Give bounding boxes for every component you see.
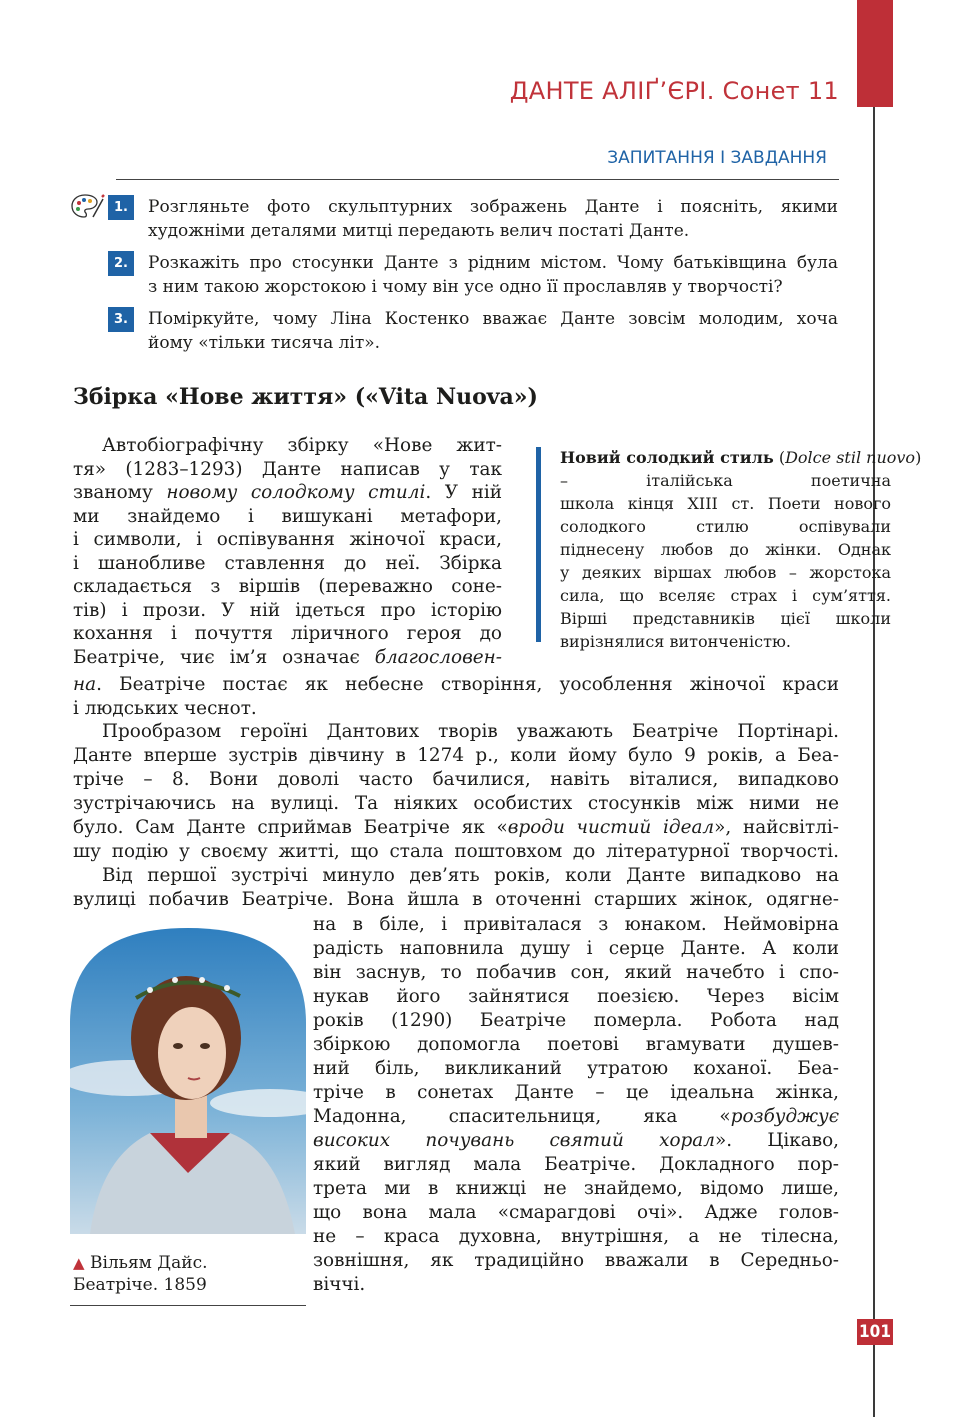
question-number-2: 2. bbox=[108, 251, 134, 276]
body-line: ми знайдемо і вишукані метафори, bbox=[73, 506, 502, 527]
sidebar-line: солодкого стилю оспівували bbox=[560, 517, 891, 536]
body-line: і символи, і оспівування жіночої краси, bbox=[73, 529, 502, 550]
sidebar-line: Вірші представників цієї школи bbox=[560, 609, 891, 628]
body-line: на в біле, і привіталася з юнаком. Неймовірна bbox=[313, 914, 839, 935]
sidebar-line: Новий солодкий стиль (Dolce stil nuovo) bbox=[560, 448, 922, 467]
body-line: що вона мала «смарагдові очі». Адже голов- bbox=[313, 1202, 839, 1223]
caption-rule bbox=[70, 1305, 306, 1306]
question-2-line: Розкажіть про стосунки Данте з рідним містом. Чому батьківщина була bbox=[148, 253, 838, 273]
body-line: тріче в сонетах Данте – це ідеальна жінка, bbox=[313, 1082, 839, 1103]
body-line: Данте вперше зустрів дівчину в 1274 р., коли йому було 9 років, а Беа- bbox=[73, 745, 839, 766]
body-line: кохання і почуття ліричного героя до bbox=[73, 623, 502, 644]
body-line: тя» (1283–1293) Данте написав у так bbox=[73, 459, 502, 480]
body-line: ний біль, викликаний утратою коханої. Беа- bbox=[313, 1058, 839, 1079]
body-line: Прообразом героїні Дантових творів уважають Беатріче Портінарі. bbox=[102, 721, 839, 742]
body-line: і людських чеснот. bbox=[73, 698, 257, 719]
sidebar-term: Новий солодкий стиль bbox=[560, 448, 774, 467]
body-line: років (1290) Беатріче померла. Робота над bbox=[313, 1010, 839, 1031]
body-line: радість наповнила душу і серце Данте. А коли bbox=[313, 938, 839, 959]
sidebar-line: – італійська поетична bbox=[560, 471, 891, 490]
question-1-line: художніми деталями митці передають велич постаті Данте. bbox=[148, 221, 690, 241]
body-line: трета ми в книжці не знайдемо, відомо лише, bbox=[313, 1178, 839, 1199]
body-line: збіркою допомогла поетові вгамувати душев- bbox=[313, 1034, 839, 1055]
body-line: Автобіографічну збірку «Нове жит- bbox=[102, 435, 502, 456]
sidebar-line: вирізнялися витонченістю. bbox=[560, 632, 791, 651]
sidebar-line: сила, що вселяє страх і сум’яття. bbox=[560, 586, 891, 605]
margin-rule-lower bbox=[873, 652, 875, 1319]
sidebar-line: школа кінця XIII ст. Поети нового bbox=[560, 494, 891, 513]
body-line: не – краса духовна, внутрішня, а не тілесна, bbox=[313, 1226, 839, 1247]
section-heading: ЗАПИТАННЯ І ЗАВДАННЯ bbox=[607, 148, 827, 168]
question-number-1: 1. bbox=[108, 195, 134, 220]
question-3-line: йому «тільки тисяча літ». bbox=[148, 333, 381, 353]
body-line: було. Сам Данте сприймав Беатріче як «вроди чистий ідеал», найсвітлі- bbox=[73, 817, 839, 838]
chapter-tab bbox=[857, 0, 893, 107]
body-line: зустрічаючись на вулиці. Та ніяких особистих стосунків між ними не bbox=[73, 793, 839, 814]
margin-rule-bottom bbox=[873, 1345, 875, 1417]
body-line: зовнішня, як традиційно вважали в Середньо- bbox=[313, 1250, 839, 1271]
question-number-3: 3. bbox=[108, 307, 134, 332]
question-1-line: Розгляньте фото скульптурних зображень Данте і поясніть, якими bbox=[148, 197, 838, 217]
body-line: Мадонна, спасительниця, яка «розбуджує bbox=[313, 1106, 839, 1127]
palette-icon bbox=[71, 193, 105, 219]
beatrice-portrait-image bbox=[70, 928, 306, 1234]
body-line: Беатріче, чиє ім’я означає благословен- bbox=[73, 647, 502, 668]
image-caption-line-1: ▲ Вільям Дайс. bbox=[73, 1253, 208, 1273]
body-line: складається з віршів (переважно соне- bbox=[73, 576, 502, 597]
image-caption-line-2: Беатріче. 1859 bbox=[73, 1275, 207, 1295]
body-line: він заснув, то побачив сон, який начебто і спо- bbox=[313, 962, 839, 983]
body-line: вулиці побачив Беатріче. Вона йшла в оточенні старших жінок, одягне- bbox=[73, 889, 839, 910]
body-line: і шанобливе ставлення до неї. Збірка bbox=[73, 553, 502, 574]
section-divider bbox=[116, 179, 839, 180]
body-line: Від першої зустрічі минуло дев’ять років, коли Данте випадково на bbox=[102, 865, 839, 886]
chapter-title: ДАНТЕ АЛІҐ’ЄРІ. Сонет 11 bbox=[509, 77, 839, 105]
body-line: віччі. bbox=[313, 1274, 366, 1295]
body-line: який вигляд мала Беатріче. Докладного пор- bbox=[313, 1154, 839, 1175]
page-number: 101 bbox=[857, 1319, 893, 1345]
body-line: нукав його зайнятися поезією. Через вісім bbox=[313, 986, 839, 1007]
body-line: тріче – 8. Вони доволі часто бачилися, навіть віталися, випадково bbox=[73, 769, 839, 790]
body-line: на. Беатріче постає як небесне створіння, уособлення жіночої краси bbox=[73, 674, 839, 695]
sidebar-accent-bar bbox=[536, 447, 541, 642]
body-line: шу подію у своєму житті, що стала поштовхом до літературної творчості. bbox=[73, 841, 839, 862]
question-3-text bbox=[148, 307, 838, 379]
question-3-line: Поміркуйте, чому Ліна Костенко вважає Данте зовсім молодим, хоча bbox=[148, 309, 838, 329]
sidebar-line: піднесену любов до жінки. Однак bbox=[560, 540, 891, 559]
triangle-icon: ▲ bbox=[73, 1254, 85, 1272]
body-line: званому новому солодкому стилі. У ній bbox=[73, 482, 502, 503]
body-line: високих почувань святий хорал». Цікаво, bbox=[313, 1130, 839, 1151]
sidebar-line: у деяких віршах любов – жорстока bbox=[560, 563, 891, 582]
sidebar-latin: Dolce stil nuovo bbox=[785, 448, 916, 467]
body-line: тів) і прози. У ній ідеться про історію bbox=[73, 600, 502, 621]
subsection-heading: Збірка «Нове життя» («Vita Nuova») bbox=[73, 384, 538, 410]
question-2-line: з ним такою жорстокою і чому він усе одно її прославляв у творчості? bbox=[148, 277, 783, 297]
